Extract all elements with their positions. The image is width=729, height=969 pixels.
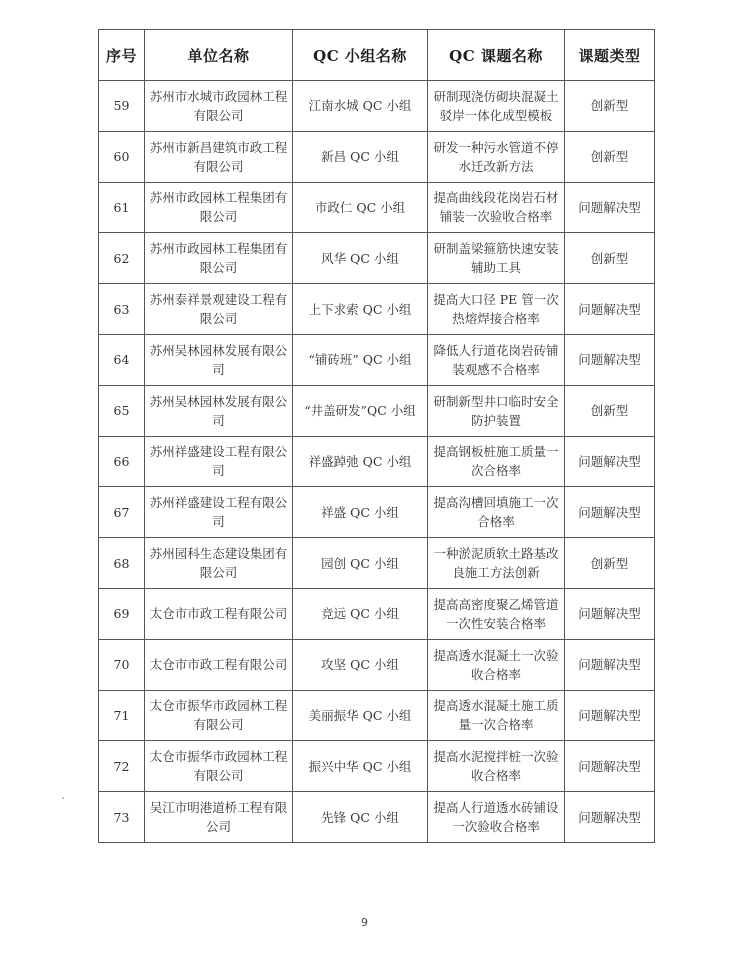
- cell-group: 祥盛 QC 小组: [293, 487, 428, 538]
- cell-unit: 苏州市政园林工程集团有限公司: [145, 182, 293, 233]
- cell-group: 先锋 QC 小组: [293, 792, 428, 843]
- cell-unit: 苏州园科生态建设集团有限公司: [145, 538, 293, 589]
- cell-unit: 苏州吴林园林发展有限公司: [145, 385, 293, 436]
- cell-no: 66: [99, 436, 145, 487]
- table-row: [99, 233, 655, 284]
- table-row: [99, 436, 655, 487]
- cell-group: 振兴中华 QC 小组: [293, 741, 428, 792]
- table-row: [99, 639, 655, 690]
- cell-unit: 苏州泰祥景观建设工程有限公司: [145, 284, 293, 335]
- cell-group: 竞远 QC 小组: [293, 588, 428, 639]
- cell-type: 问题解决型: [565, 487, 655, 538]
- table-row: [99, 385, 655, 436]
- cell-group: 攻坚 QC 小组: [293, 639, 428, 690]
- cell-topic: 提高曲线段花岗岩石材铺装一次验收合格率: [428, 182, 565, 233]
- table-row: [99, 487, 655, 538]
- header-topic: QC 课题名称: [428, 30, 565, 81]
- table-row: [99, 334, 655, 385]
- cell-topic: 研制盖梁箍筋快速安装辅助工具: [428, 233, 565, 284]
- cell-group: 上下求索 QC 小组: [293, 284, 428, 335]
- table-row: [99, 792, 655, 843]
- table-row: [99, 741, 655, 792]
- cell-group: 江南水城 QC 小组: [293, 81, 428, 132]
- cell-type: 问题解决型: [565, 792, 655, 843]
- cell-unit: 苏州吴林园林发展有限公司: [145, 334, 293, 385]
- cell-no: 65: [99, 385, 145, 436]
- cell-type: 问题解决型: [565, 334, 655, 385]
- cell-group: 园创 QC 小组: [293, 538, 428, 589]
- cell-type: 创新型: [565, 538, 655, 589]
- cell-unit: 太仓市市政工程有限公司: [145, 639, 293, 690]
- cell-type: 问题解决型: [565, 588, 655, 639]
- header-unit: 单位名称: [145, 30, 293, 81]
- cell-no: 62: [99, 233, 145, 284]
- cell-no: 70: [99, 639, 145, 690]
- cell-group: “井盖研发”QC 小组: [293, 385, 428, 436]
- cell-type: 问题解决型: [565, 284, 655, 335]
- cell-unit: 苏州祥盛建设工程有限公司: [145, 487, 293, 538]
- page-number: 9: [361, 916, 368, 929]
- table-header-row: [99, 30, 655, 81]
- cell-no: 67: [99, 487, 145, 538]
- cell-unit: 苏州市政园林工程集团有限公司: [145, 233, 293, 284]
- cell-topic: 降低人行道花岗岩砖铺装观感不合格率: [428, 334, 565, 385]
- cell-no: 73: [99, 792, 145, 843]
- cell-topic: 提高透水混凝土一次验收合格率: [428, 639, 565, 690]
- cell-type: 问题解决型: [565, 182, 655, 233]
- cell-unit: 苏州祥盛建设工程有限公司: [145, 436, 293, 487]
- cell-group: “铺砖班” QC 小组: [293, 334, 428, 385]
- cell-topic: 一种淤泥质软土路基改良施工方法创新: [428, 538, 565, 589]
- cell-topic: 提高沟槽回填施工一次合格率: [428, 487, 565, 538]
- table-row: [99, 131, 655, 182]
- cell-group: 祥盛踔弛 QC 小组: [293, 436, 428, 487]
- cell-type: 问题解决型: [565, 690, 655, 741]
- cell-group: 风华 QC 小组: [293, 233, 428, 284]
- cell-group: 新昌 QC 小组: [293, 131, 428, 182]
- cell-no: 63: [99, 284, 145, 335]
- cell-topic: 提高钢板桩施工质量一次合格率: [428, 436, 565, 487]
- cell-group: 美丽振华 QC 小组: [293, 690, 428, 741]
- cell-topic: 提高人行道透水砖铺设一次验收合格率: [428, 792, 565, 843]
- header-group: QC 小组名称: [293, 30, 428, 81]
- cell-topic: 提高透水混凝土施工质量一次合格率: [428, 690, 565, 741]
- scan-speck: [62, 797, 64, 799]
- cell-no: 64: [99, 334, 145, 385]
- cell-type: 创新型: [565, 385, 655, 436]
- cell-no: 60: [99, 131, 145, 182]
- cell-topic: 研制新型井口临时安全防护装置: [428, 385, 565, 436]
- cell-type: 创新型: [565, 131, 655, 182]
- table-row: [99, 538, 655, 589]
- cell-unit: 太仓市振华市政园林工程有限公司: [145, 741, 293, 792]
- cell-no: 68: [99, 538, 145, 589]
- table-row: [99, 81, 655, 132]
- cell-topic: 提高水泥搅拌桩一次验收合格率: [428, 741, 565, 792]
- cell-topic: 提高高密度聚乙烯管道一次性安装合格率: [428, 588, 565, 639]
- cell-topic: 提高大口径 PE 管一次热熔焊接合格率: [428, 284, 565, 335]
- cell-no: 69: [99, 588, 145, 639]
- header-type: 课题类型: [565, 30, 655, 81]
- cell-no: 72: [99, 741, 145, 792]
- cell-topic: 研发一种污水管道不停水迁改新方法: [428, 131, 565, 182]
- cell-unit: 苏州市水城市政园林工程有限公司: [145, 81, 293, 132]
- cell-group: 市政仁 QC 小组: [293, 182, 428, 233]
- table-row: [99, 284, 655, 335]
- cell-type: 问题解决型: [565, 436, 655, 487]
- cell-no: 59: [99, 81, 145, 132]
- cell-unit: 苏州市新昌建筑市政工程有限公司: [145, 131, 293, 182]
- cell-type: 问题解决型: [565, 639, 655, 690]
- cell-no: 61: [99, 182, 145, 233]
- cell-type: 创新型: [565, 81, 655, 132]
- table-row: [99, 690, 655, 741]
- table-row: [99, 588, 655, 639]
- cell-no: 71: [99, 690, 145, 741]
- cell-type: 问题解决型: [565, 741, 655, 792]
- cell-type: 创新型: [565, 233, 655, 284]
- cell-unit: 太仓市市政工程有限公司: [145, 588, 293, 639]
- table-row: [99, 182, 655, 233]
- cell-topic: 研制现浇仿砌块混凝土驳岸一体化成型模板: [428, 81, 565, 132]
- cell-unit: 太仓市振华市政园林工程有限公司: [145, 690, 293, 741]
- qc-award-table: [98, 29, 655, 843]
- header-no: 序号: [99, 30, 145, 81]
- cell-unit: 吴江市明港道桥工程有限公司: [145, 792, 293, 843]
